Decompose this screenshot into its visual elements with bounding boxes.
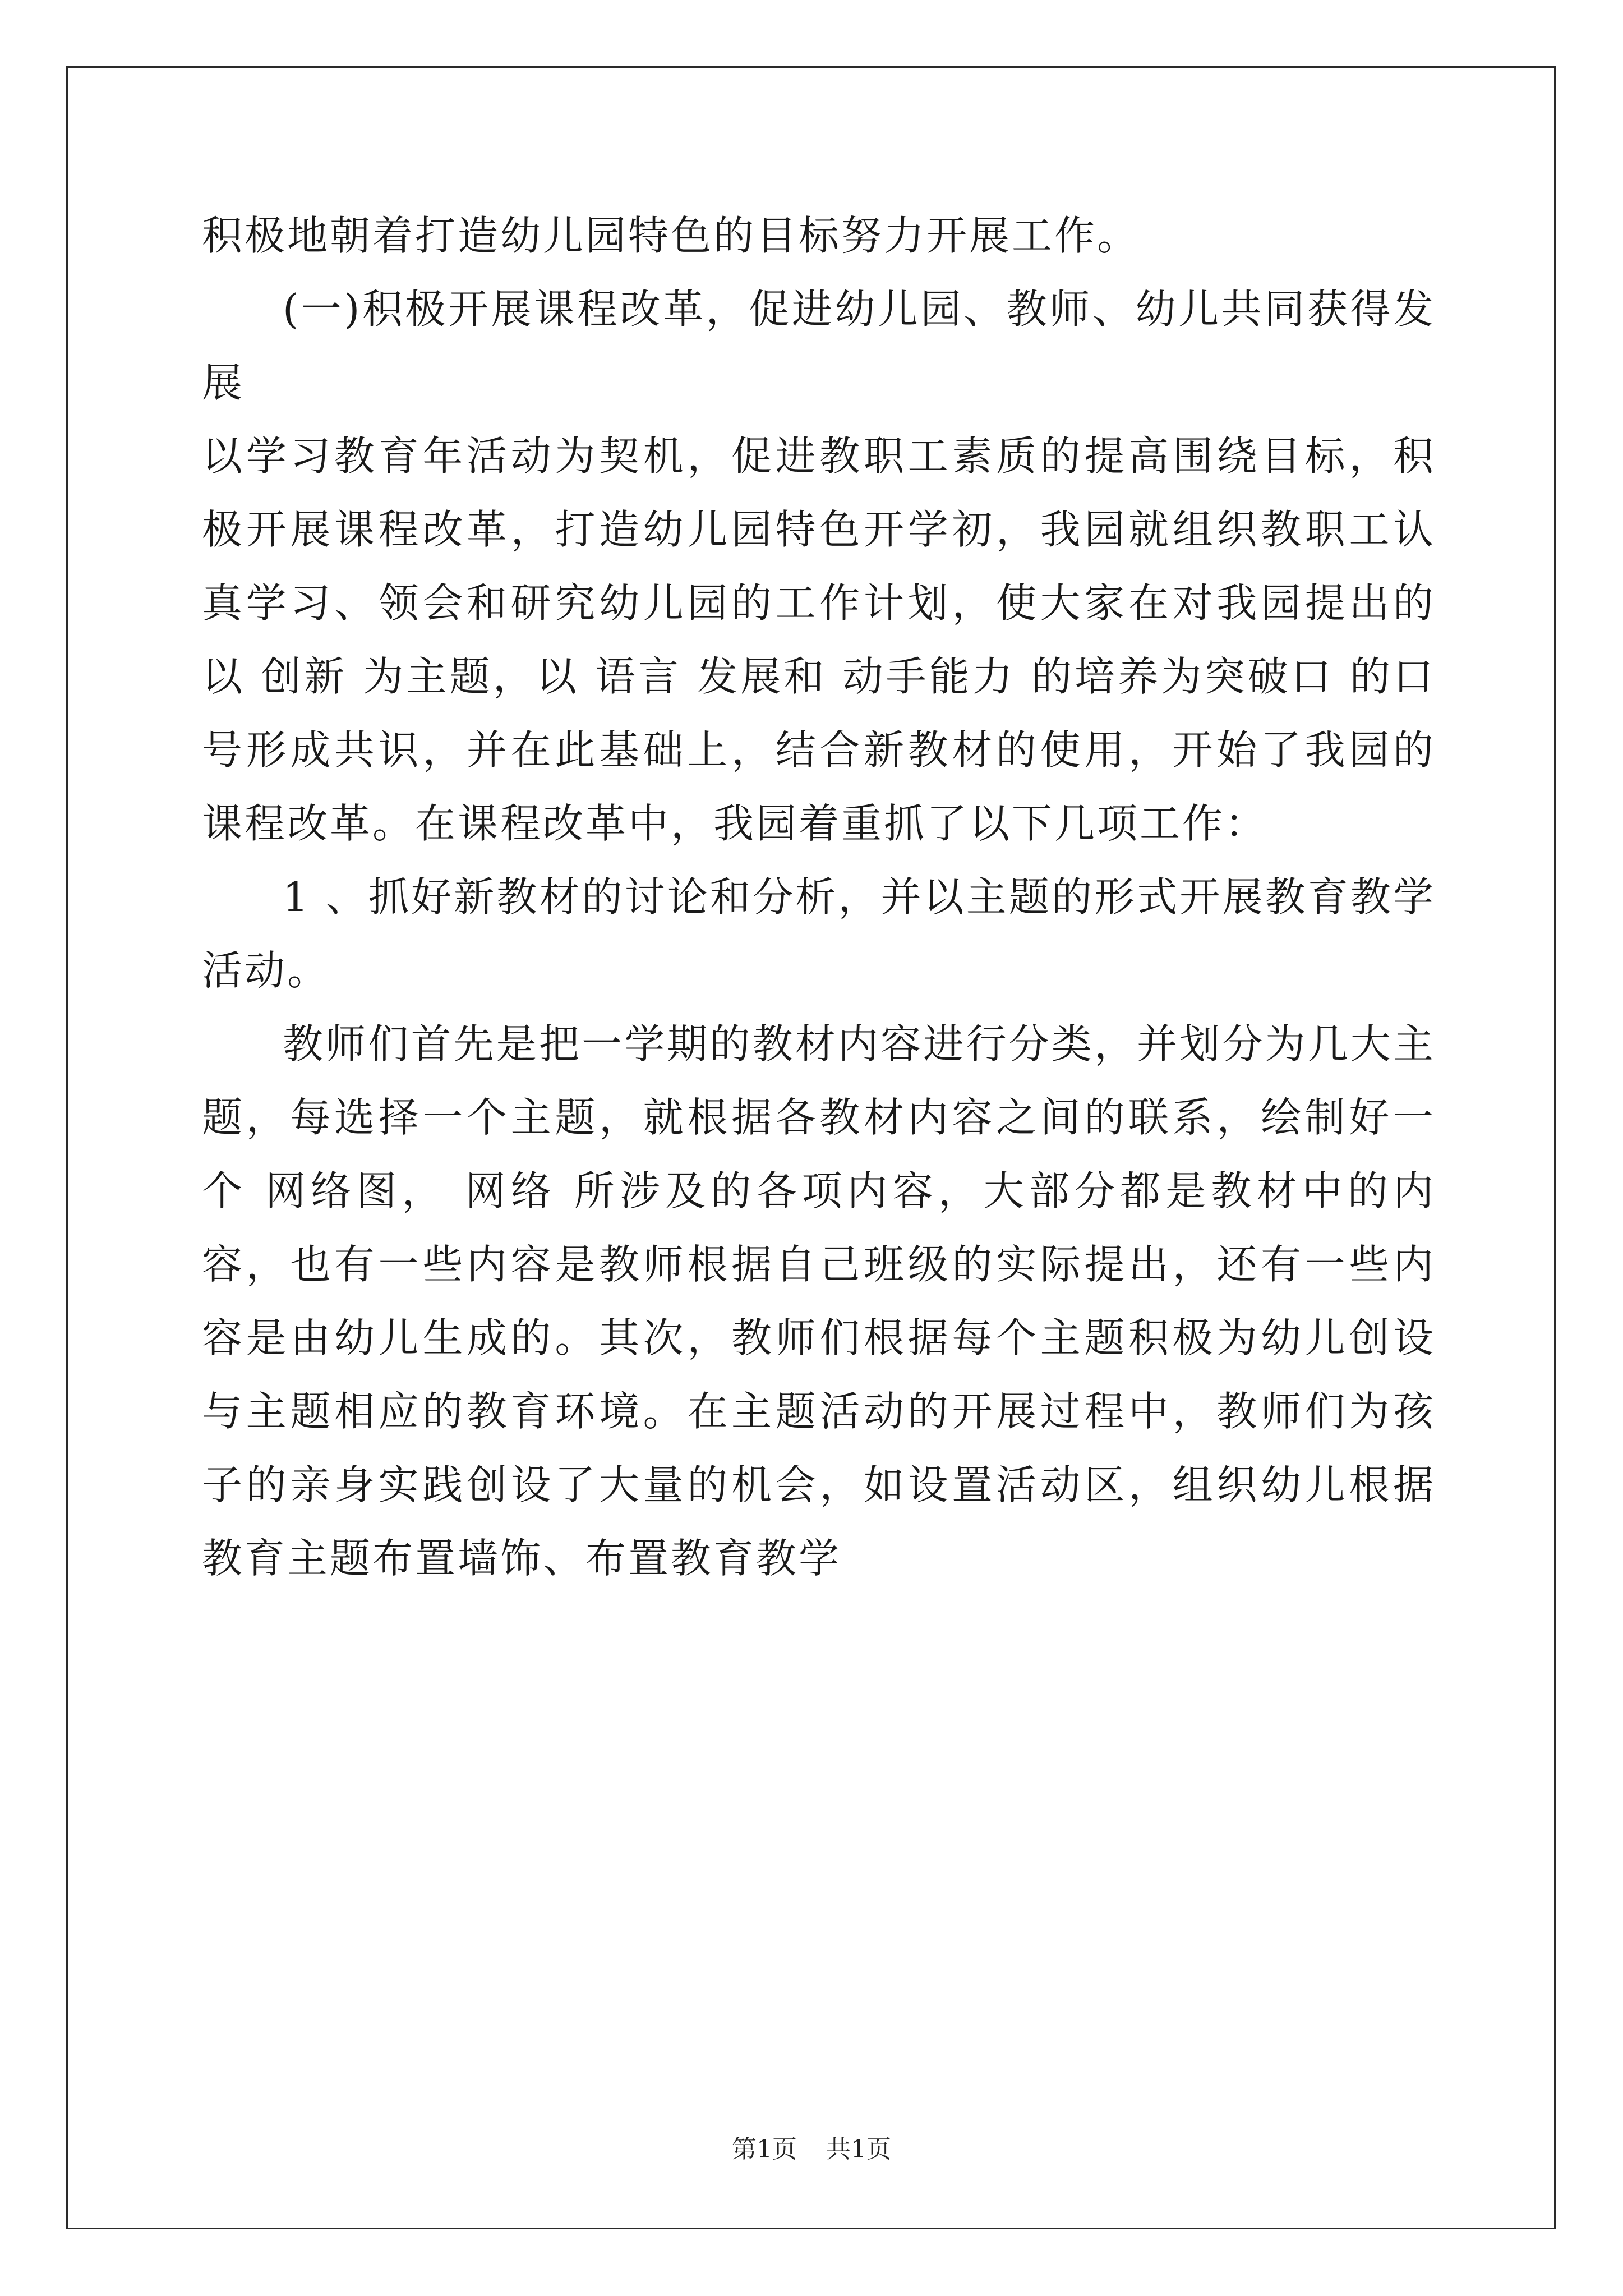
paragraph-4-item: 1 、抓好新教材的讨论和分析，并以主题的形式开展教育教学活动。 (202, 873, 1436, 994)
page-footer (0, 2129, 1623, 2165)
page-total: 共1页 (826, 2135, 891, 2164)
paragraph-5: 教师们首先是把一学期的教材内容进行分类，并划分为几大主题，每选择一个主题，就根据各教材内容之间的联系，绘制好一个 网络图， 网络 所涉及的各项内容，大部分都是教材中的内容，也有一些内容是教师根据自己班级的实际提出，还有一些内容是由幼儿生成的。其次，教师们根据每个主题积极为幼儿创设与主题相应的教育环境。在主题活动的开展过程中，教师们为孩子的亲身实践创设了大量的机会，如设置活动区，组织幼儿根据教育主题布置墙饰、布置教育教学 (202, 1020, 1436, 1582)
paragraph-1: 积极地朝着打造幼儿园特色的目标努力开展工作。 (202, 212, 1140, 259)
paragraph-2-heading: (一)积极开展课程改革，促进幼儿园、教师、幼儿共同获得发展 (202, 286, 1436, 406)
document-body (202, 199, 1436, 1595)
paragraph-3: 以学习教育年活动为契机，促进教职工素质的提高围绕目标，积极开展课程改革，打造幼儿园特色开学初，我园就组织教职工认真学习、领会和研究幼儿园的工作计划，使大家在对我园提出的 以 创新 为主题，以 语言 发展和 动手能力 的培养为突破口 的口号形成共识，并在此基础上，结合新教材的使用，开始了我园的课程改革。在课程改革中，我园着重抓了以下几项工作： (202, 432, 1436, 847)
page-number: 第1页 (732, 2135, 797, 2164)
